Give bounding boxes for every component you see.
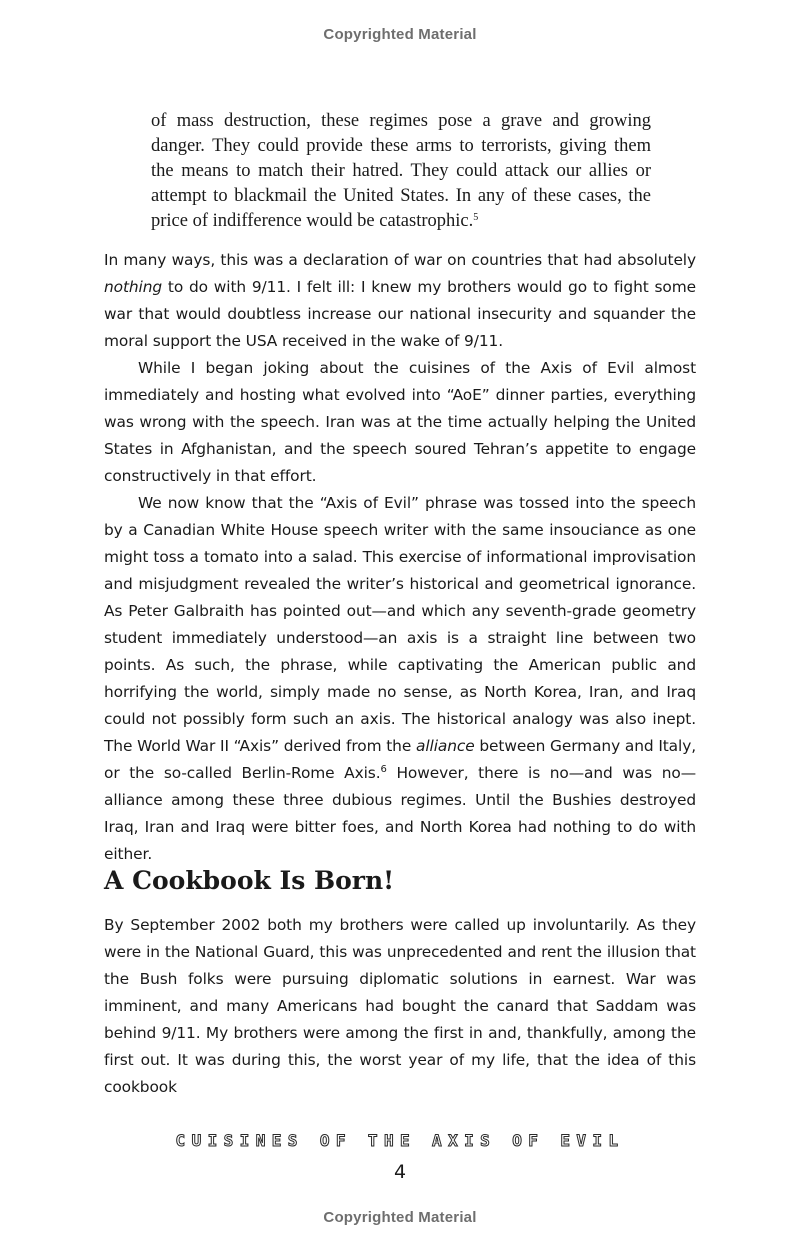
body-section-2 <box>104 912 696 1101</box>
paragraph-3-text-c: However, there is no—and was no—alliance among these three dubious regimes. Until the Bushies destroyed Iraq, Iran and Iraq were bitter foes, and North Korea had nothing to do with either. <box>104 764 696 863</box>
paragraph-3-text-a: We now know that the “Axis of Evil” phrase was tossed into the speech by a Canadian White House speech writer with the same insouciance as one might toss a tomato into a salad. This exercise of informational improvisation and misjudgment revealed the writer’s historical and geometrical ignorance. As Peter Galbraith has pointed out—and which any seventh-grade geometry student immediately understood—an axis is a straight line between two points. As such, the phrase, while captivating the American public and horrifying the world, simply made no sense, as North Korea, Iran, and Iraq could not possibly form such an axis. The historical analogy was also inept. The World War II “Axis” derived from the <box>104 494 696 755</box>
copyright-watermark-bottom: Copyrighted Material <box>323 1209 477 1226</box>
footnote-ref-5: 5 <box>473 212 479 223</box>
paragraph-3-text-b: between Germany and Italy, or the so-called Berlin-Rome Axis. <box>104 737 696 782</box>
paragraph-1 <box>104 247 696 355</box>
paragraph-2: While I began joking about the cuisines of the Axis of Evil almost immediately and hosting what evolved into “AoE” dinner parties, everything was wrong with the speech. Iran was at the time actually helping the United States in Afghanistan, and the speech soured Tehran’s appetite to engage constructively in that effort. <box>104 359 696 485</box>
paragraph-3-emphasis: alliance <box>416 737 475 755</box>
quote-text: of mass destruction, these regimes pose a grave and growing danger. They could provide these arms to terrorists, giving them the means to match their hatred. They could attack our allies or attempt to blackmail the United States. In any of these cases, the price of indifference would be catastrophic. <box>151 111 651 231</box>
paragraph-1-text-b: to do with 9/11. I felt ill: I knew my brothers would go to fight some war that would doubtless increase our national insecurity and squander the moral support the USA received in the wake of 9/11. <box>104 278 696 350</box>
paragraph-3 <box>104 490 696 868</box>
paragraph-1-emphasis: nothing <box>104 278 163 296</box>
section-heading: A Cookbook Is Born! <box>104 866 395 895</box>
footnote-ref-6: 6 <box>380 764 387 775</box>
running-title: CUISINES OF THE AXIS OF EVIL <box>175 1131 625 1150</box>
copyright-watermark-top: Copyrighted Material <box>323 26 477 43</box>
body-section-1 <box>104 247 696 868</box>
page-number: 4 <box>393 1161 407 1183</box>
paragraph-4: By September 2002 both my brothers were called up involuntarily. As they were in the National Guard, this was unprecedented and rent the illusion that the Bush folks were pursuing diplomatic solutions in earnest. War was imminent, and many Americans had bought the canard that Saddam was behind 9/11. My brothers were among the first in and, thankfully, among the first out. It was during this, the worst year of my life, that the idea of this cookbook <box>104 916 696 1096</box>
paragraph-1-text-a: In many ways, this was a declaration of war on countries that had absolutely <box>104 251 696 269</box>
block-quote <box>151 109 651 234</box>
